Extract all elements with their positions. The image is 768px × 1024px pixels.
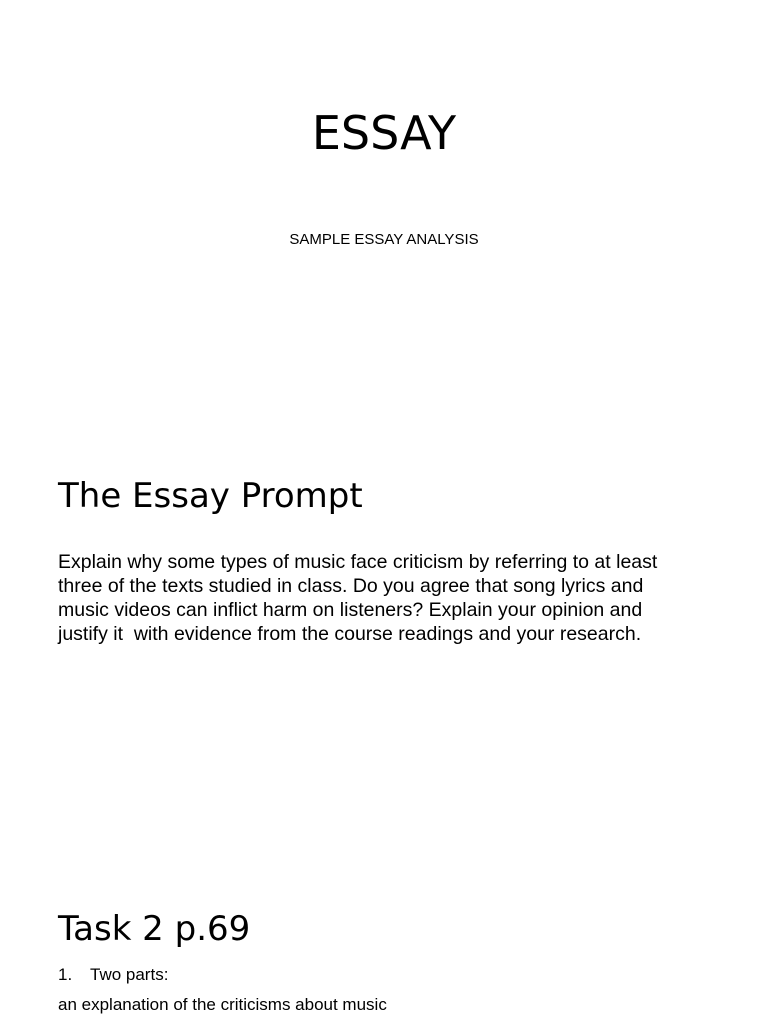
task-heading: Task 2 p.69 (58, 909, 251, 949)
task-slide (0, 860, 768, 1024)
prompt-line: three of the texts studied in class. Do you agree that song lyrics and (58, 575, 644, 597)
task-list (58, 964, 738, 1024)
title-slide (0, 0, 768, 430)
essay-prompt-heading: The Essay Prompt (58, 476, 363, 516)
prompt-line: justify it with evidence from the course readings and your research. (58, 623, 642, 645)
list-item-text: Two parts: (90, 965, 169, 984)
document-title: ESSAY (311, 106, 457, 160)
list-item-number: 1. (58, 965, 73, 984)
essay-prompt-slide (0, 430, 768, 860)
list-item-text: an explanation of the criticisms about music (58, 995, 387, 1014)
prompt-line: music videos can inflict harm on listeners? Explain your opinion and (58, 599, 643, 621)
prompt-line: Explain why some types of music face criticism by referring to at least (58, 551, 658, 573)
list-item (58, 964, 738, 986)
document-subtitle: SAMPLE ESSAY ANALYSIS (289, 231, 479, 248)
essay-prompt-text (58, 550, 708, 646)
list-item (58, 994, 738, 1016)
